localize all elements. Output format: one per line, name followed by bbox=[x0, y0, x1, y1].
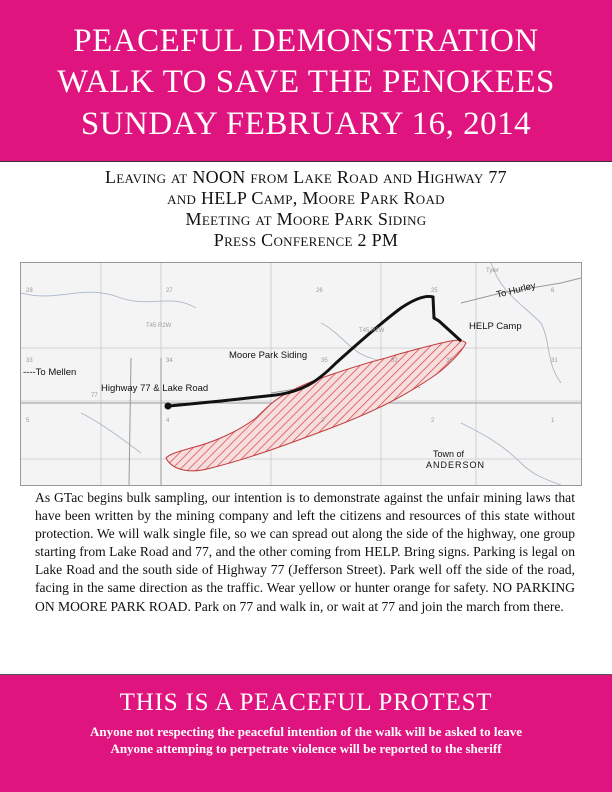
footer-notice-sheriff: Anyone attemping to perpetrate violence will be reported to the sheriff bbox=[110, 741, 502, 756]
anderson-label: ANDERSON bbox=[426, 460, 486, 470]
section-label: 34 bbox=[166, 358, 173, 364]
description-paragraph: As GTac begins bulk sampling, our intention is to demonstrate against the unfair mining laws that have been written by the mining company and left the citizens and resources of this state without protection. We will walk single file, so we can spread out along the side of the highway, one group starting from Lake Road and 77, and the other coming from HELP. Bring signs. Parking is legal on Lake Road and the south side of Highway 77 (Jefferson Street). Park well off the side of the road, facing in the same direction as the traffic. Wear yellow or hunter orange for safety. NO PARKING ON MOORE PARK ROAD. Park on 77 and walk in, or wait at 77 and join the march from there. bbox=[35, 490, 575, 614]
section-label: 26 bbox=[316, 288, 323, 294]
township-range-label: T45 R2W bbox=[359, 328, 385, 334]
section-label: 33 bbox=[26, 358, 33, 364]
section-label: 36 bbox=[446, 358, 453, 364]
section-label: 31 bbox=[551, 358, 558, 364]
footer-banner bbox=[0, 674, 612, 792]
info-help-camp: and HELP Camp, Moore Park Road bbox=[167, 188, 445, 208]
footer-title: THIS IS A PEACEFUL PROTEST bbox=[119, 689, 493, 716]
section-label: 3 bbox=[321, 418, 325, 424]
section-label: 32 bbox=[391, 358, 398, 364]
local-roads bbox=[21, 278, 581, 485]
help-camp-label: HELP Camp bbox=[469, 321, 522, 332]
headline-line-1: PEACEFUL DEMONSTRATION bbox=[73, 23, 539, 59]
headline-line-2: WALK TO SAVE THE PENOKEES bbox=[57, 64, 555, 100]
section-label: 35 bbox=[321, 358, 328, 364]
info-meeting: Meeting at Moore Park Siding bbox=[185, 209, 427, 229]
info-press-conference: Press Conference 2 PM bbox=[213, 230, 399, 250]
section-label: 28 bbox=[26, 288, 33, 294]
start-point bbox=[165, 403, 172, 410]
headline-date: SUNDAY FEBRUARY 16, 2014 bbox=[80, 106, 532, 142]
highway-lake-road-label: Highway 77 & Lake Road bbox=[101, 383, 209, 394]
section-label: 5 bbox=[26, 418, 30, 424]
to-mellen-label: ----To Mellen bbox=[23, 367, 77, 378]
header-banner bbox=[0, 0, 612, 162]
section-label: 6 bbox=[551, 288, 555, 294]
township-range-label: T45 R2W bbox=[146, 323, 172, 329]
moore-park-siding-label: Moore Park Siding bbox=[229, 350, 308, 361]
section-label: 27 bbox=[166, 288, 173, 294]
town-of-label: Town of bbox=[433, 449, 465, 459]
section-label: 25 bbox=[431, 288, 438, 294]
tyler-label: Tyler bbox=[486, 268, 500, 274]
highway-shield: 77 bbox=[91, 393, 98, 399]
streams bbox=[21, 263, 561, 485]
section-label: 2 bbox=[431, 418, 435, 424]
section-label: 4 bbox=[166, 418, 170, 424]
mining-area bbox=[166, 340, 466, 471]
route-map bbox=[20, 262, 582, 486]
footer-notice-leave: Anyone not respecting the peaceful intention of the walk will be asked to leave bbox=[90, 724, 522, 739]
info-leaving: Leaving at NOON from Lake Road and Highway 77 bbox=[105, 167, 507, 187]
to-hurley-label: To Hurley bbox=[495, 280, 537, 301]
section-label: 1 bbox=[551, 418, 555, 424]
